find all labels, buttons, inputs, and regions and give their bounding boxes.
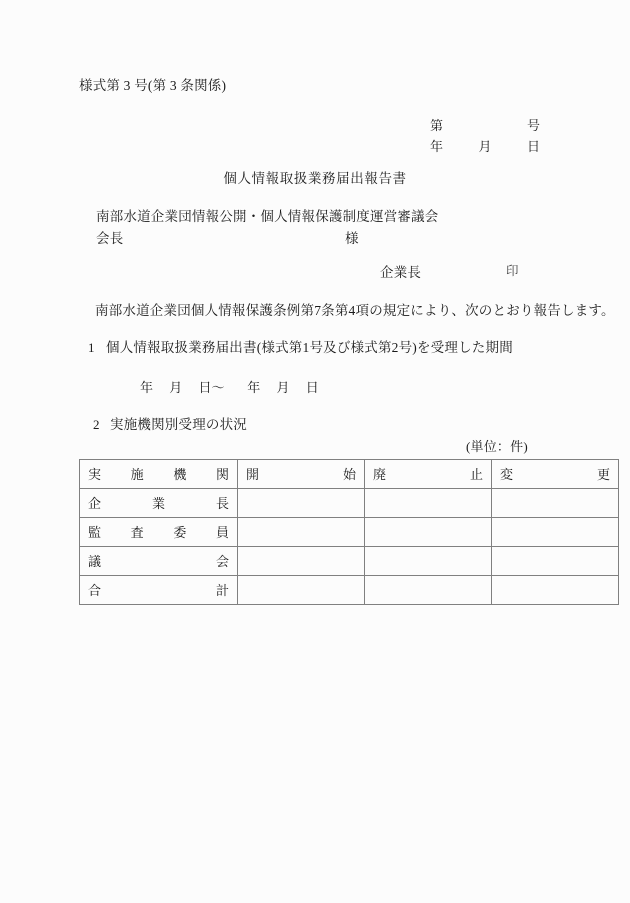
table-cell-change[interactable] [492,489,619,518]
table-cell-abolish[interactable] [365,518,492,547]
item-2-text: 実施機関別受理の状況 [110,417,247,432]
reception-status-table-wrapper [79,459,610,605]
table-header-abolish-label: 廃止 [373,466,483,482]
item-1-number: 1 [88,340,95,355]
item-1-date-range: 年 月 日〜 年 月 日 [140,380,319,395]
table-cell-start[interactable] [238,547,365,576]
table-unit-note: (単位：件) [466,439,528,454]
addressee-honorific: 様 [345,231,359,246]
table-header-start-label: 開始 [246,466,356,482]
preamble-text: 南部水道企業団個人情報保護条例第7条第4項の規定により、次のとおり報告します。 [95,303,615,318]
table-row [80,547,619,576]
item-1-text: 個人情報取扱業務届出書(様式第1号及び様式第2号)を受理した期間 [106,340,513,355]
table-cell-change[interactable] [492,518,619,547]
table-row [80,576,619,605]
addressee-position: 会長 [96,231,124,246]
table-header-row [80,460,619,489]
table-row [80,518,619,547]
document-number-suffix: 号 [526,118,540,133]
reception-status-table [79,459,619,605]
table-cell-org [80,489,238,518]
table-cell-change[interactable] [492,576,619,605]
addressee-organization: 南部水道企業団情報公開・個人情報保護制度運営審議会 [96,209,439,224]
table-header-org [80,460,238,489]
table-cell-org-label: 監査委員 [88,524,229,540]
table-row [80,489,619,518]
table-header-org-label: 実施機関 [88,466,229,482]
table-cell-org-label: 合計 [88,582,229,598]
table-header-change [492,460,619,489]
table-cell-abolish[interactable] [365,576,492,605]
date-day-label: 日 [526,139,540,154]
table-header-abolish [365,460,492,489]
document-title: 個人情報取扱業務届出報告書 [223,171,407,186]
document-number-prefix: 第 [430,118,444,133]
document-date-row [430,140,540,153]
table-header-change-label: 変更 [500,466,610,482]
table-cell-start[interactable] [238,518,365,547]
table-cell-org-label: 議会 [88,553,229,569]
table-cell-org [80,576,238,605]
table-cell-start[interactable] [238,489,365,518]
table-cell-abolish[interactable] [365,489,492,518]
table-cell-abolish[interactable] [365,547,492,576]
table-cell-change[interactable] [492,547,619,576]
table-cell-org [80,518,238,547]
date-year-label: 年 [430,139,444,154]
date-month-label: 月 [478,139,492,154]
table-cell-org [80,547,238,576]
form-number-label: 様式第 3 号(第 3 条関係) [79,78,227,93]
document-number-row [430,119,540,132]
seal-mark-icon: 印 [506,264,519,278]
item-2-number: 2 [93,417,100,432]
table-header-start [238,460,365,489]
signer-position: 企業長 [380,265,422,280]
table-cell-start[interactable] [238,576,365,605]
table-cell-org-label: 企業長 [88,495,229,511]
